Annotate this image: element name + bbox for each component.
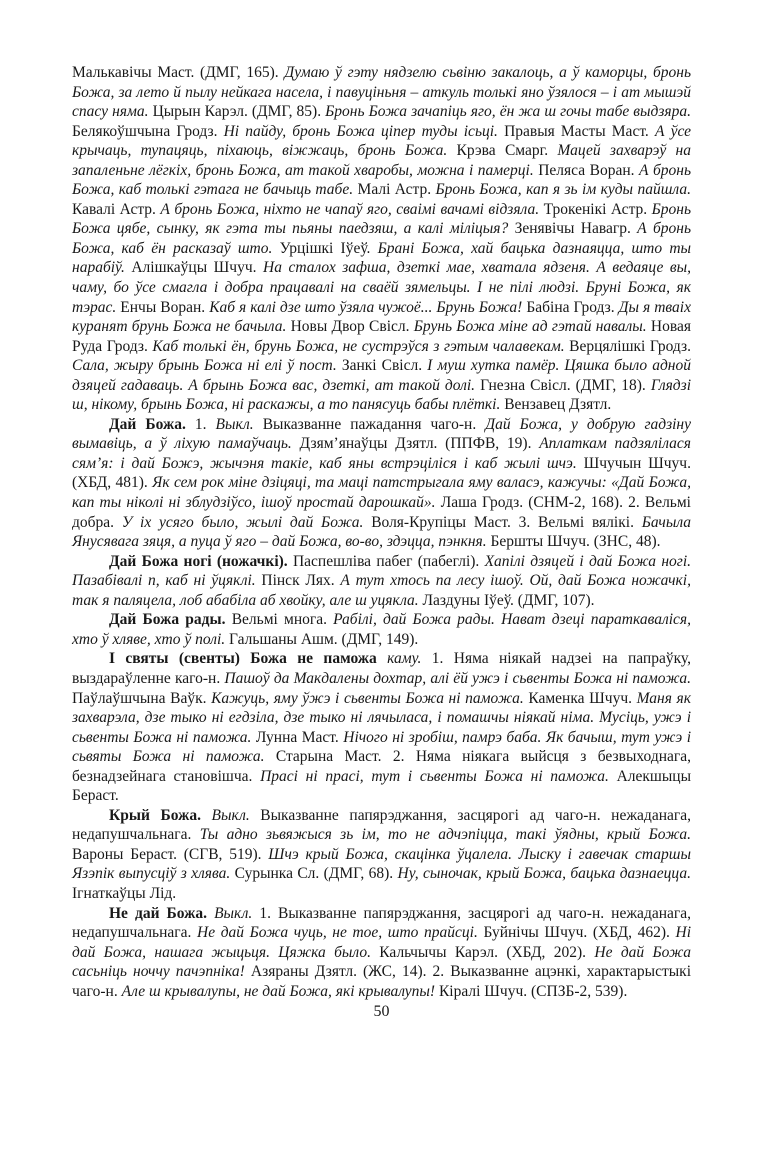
text-run: Белякоўшчына Гродз. — [72, 122, 224, 140]
text-run: Енчы Воран. — [120, 298, 210, 316]
text-run: Цырын Карэл. (ДМГ, 85). — [152, 103, 326, 121]
text-run: Новая Руда Гродз. — [72, 318, 691, 355]
text-run: Буйнічы Шчуч. (ХБД, 462). — [483, 924, 676, 942]
text-run: Ну, сыночак, крый Божа, бацька дазнаецца. — [397, 865, 691, 883]
text-run: Шчэ крый Божа, скацінка ўцалела. Лыску і гавечак старшы Язэпік выпусціў з хлява. — [72, 845, 691, 883]
text-run: Воля-Крупіцы Маст. 3. Вельмі вялікі. — [371, 513, 642, 531]
text-run: У іх усяго было, жылі дай Божа. — [121, 513, 372, 531]
text-run: А бронь Божа, каб ён расказаў што. — [72, 220, 692, 257]
text-run: Трокенікі Астр. — [543, 200, 652, 218]
text-run: Дай Божа, у добрую гадзіну вымавіць, а ў ліхую памаўчаць. — [72, 415, 692, 453]
text-run: Вароны Бераст. (СГВ, 519). — [72, 845, 269, 863]
text-run: Паспешліва пабег (пабеглі). — [292, 552, 485, 570]
text-run: Дай Божа рады. — [109, 611, 232, 629]
text-run: Бачыла Янусявага зяця, а пуца ў яго – дай Божа, во-во, здэцца, пэнкня. — [72, 513, 692, 551]
text-run: Як сем рок міне дзіцяці, та маці патстрыгала яму валасэ, кажучы: «Дай Божа, кап ты ніколі ні зблудзіўсо, ішоў простай дарошкай». — [72, 474, 692, 512]
text-run: Ды я тваіх куранят брунь Божа не бачыла. — [72, 298, 691, 336]
text-run: Аплаткам падзялілася сям’я: і дай Божэ, жычэня такіе, каб яны встрэціліся і каб жылі шчэ. — [72, 435, 692, 472]
text-run: Сурынка Сл. (ДМГ, 68). — [234, 865, 398, 883]
text-run: Зенявічы Навагр. — [514, 220, 638, 238]
text-run: Прасі ні прасі, тут і сьвенты Божа ні паможа. — [260, 767, 617, 785]
text-run: А бронь Божа, ніхто не чапаў яго, сваімі вачамі відзяла. — [160, 200, 544, 218]
paragraph — [72, 63, 691, 415]
text-run: Нічого ні зробіш, памрэ баба. Як бачыш, тут ужэ і сьвяты Божа ні паможа. — [72, 728, 691, 766]
text-run: Кавалі Астр. — [72, 200, 161, 218]
text-run: Шчучын Шчуч. (ХБД, 481). — [72, 454, 691, 492]
text-run: Не дай Божа чуць, не тое, што прайсці. — [197, 924, 484, 942]
text-run: Крэва Смарг. — [456, 142, 558, 160]
text-run: каму. — [387, 650, 432, 668]
text-run: Правыя Масты Маст. — [504, 122, 655, 140]
text-run: Брані Божа, хай бацька дазнаяцца, што ты нарабіў. — [72, 239, 692, 277]
paragraph — [72, 904, 691, 1002]
text-run: Ні дай Божа, нашага жыцьця. Цяжка было. — [72, 924, 692, 961]
text-run: Рабілі, дай Божа рады. Нават дзеці параткаваліся, хто ў хляве, хто ў полі. — [72, 611, 691, 648]
text-body — [72, 63, 691, 1001]
text-run: Ні пайду, бронь Божа ціпер туды ісьці. — [223, 122, 505, 140]
text-run: Занкі Свісл. — [341, 357, 428, 375]
text-run: Вельмі многа. — [231, 611, 334, 629]
text-run: Азяраны Дзятл. (ЖС, 14). 2. Выказванне ацэнкі, характарыстыкі чаго-н. — [72, 963, 692, 1000]
paragraph — [72, 649, 691, 805]
text-run: Бронь Божа зачапіць яго, ён жа ш гочы табе выдзяра. — [325, 103, 691, 121]
text-run: Дай Божа ногі (ножачкі). — [109, 552, 293, 570]
text-run: Мацей захварэў на запаленьне лёгкіх, бронь Божа, ат такой хваробы, можна і памерці. — [72, 142, 691, 179]
text-run: Старына Маст. 2. Няма ніякага выйсця з безвыходнага, безнадзейнага становішча. — [72, 748, 691, 785]
text-run: Новы Двор Свісл. — [290, 318, 414, 336]
text-run: Пеляса Воран. — [538, 161, 639, 179]
text-run: Не дай Божа. — [109, 904, 215, 922]
paragraph — [72, 806, 691, 904]
text-run: Але ш крывалупы, не дай Божа, які крывалупы! — [121, 982, 439, 1000]
text-run: Дзям’янаўцы Дзятл. (ППФВ, 19). — [299, 435, 540, 453]
text-run: Пашоў да Макдалены дохтар, алі ёй ужэ і сьвенты Божа ні паможа. — [224, 669, 691, 687]
text-run: Выкл. — [214, 904, 260, 922]
text-run: Брунь Божа міне ад гэтай навалы. — [413, 318, 651, 336]
text-run: Выкл. — [211, 806, 261, 824]
text-run: Кажуць, яму ўжэ і сьвенты Божа ні паможа. — [211, 689, 529, 707]
text-run: Хапілі дзяцей і дай Божа ногі. Пазабівалі п, каб ні ўцяклі. — [72, 552, 692, 590]
text-run: Думаю ў гэту нядзелю сьвіню закалоць, а ў каморцы, бронь Божа, за лето й пылу нейкага насела, і павуціньня – аткуль толькі яно ўзялося – і ат мышэй спасу няма. — [72, 64, 692, 121]
text-run: Дай Божа. — [109, 415, 195, 433]
text-run: Вензавец Дзятл. — [504, 396, 612, 414]
text-run: Каб я калі дзе што ўзяла чужоё... Брунь Божа! — [209, 298, 527, 316]
paragraph — [72, 415, 691, 552]
text-run: Кіралі Шчуч. (СПЗБ-2, 539). — [438, 982, 628, 1000]
text-run: Лаша Гродз. (СНМ-2, 168). 2. Вельмі добра. — [72, 494, 691, 531]
text-run: Бершты Шчуч. (ЗНС, 48). — [490, 533, 661, 551]
text-run: Малькавічы Маст. (ДМГ, 165). — [72, 64, 285, 81]
text-run: Кальчычы Карэл. (ХБД, 202). — [379, 943, 595, 961]
text-run: Каменка Шчуч. — [528, 689, 637, 707]
text-run: Малі Астр. — [357, 181, 436, 199]
text-run: Лунна Маст. — [255, 728, 344, 746]
page-number: 50 — [373, 1003, 390, 1021]
text-run: Каб толькі ён, брунь Божа, не сустрэўся з гэтым чалавекам. — [152, 337, 570, 355]
text-run: Алішкаўцы Шчуч. — [131, 259, 263, 277]
text-run: Бронь Божа цябе, сынку, як гэта ты пьяны паедзяш, а калі міліцыя? — [72, 200, 691, 238]
text-run: Пінск Лях. — [261, 572, 341, 590]
paragraph — [72, 610, 691, 649]
text-run: Маня як захварэла, дзе тыко ні егдзіла, дзе тыко ні лячыласа, і помашчы ніякай німа. Мусіць, ужэ і сьвенты Божа ні паможа. — [72, 689, 691, 746]
text-run: Бронь Божа, кап я зь ім куды пайшла. — [435, 181, 691, 199]
text-run: Паўлаўшчына Ваўк. — [72, 689, 212, 707]
text-run: Гнезна Свісл. (ДМГ, 18). — [480, 376, 651, 394]
text-run: Крый Божа. — [109, 806, 212, 824]
text-run: Бабіна Гродз. — [526, 298, 619, 316]
text-run: А бронь Божа, каб толькі гэтага не бачыць табе. — [72, 161, 691, 199]
text-run: Сала, жыру брынь Божа ні елі ў пост. — [72, 357, 342, 375]
text-run: А ўсе крычаць, тупацяць, піхаюць, віжжаць, бронь Божа. — [72, 122, 691, 160]
text-run: Не дай Божа сасьніць ноччу пачэпніка! — [72, 943, 691, 981]
paragraph — [72, 552, 691, 611]
text-run: 1. — [194, 415, 216, 433]
text-run: Ты адно зьвяжыся зь ім, то не адчэпіцца, такі ўядны, крый Божа. — [199, 826, 691, 844]
text-run: Урцішкі Іўеў. — [279, 239, 378, 257]
text-run: Выказванне папярэджання, засцярогі ад чаго-н. нежаданага, недапушчальнага. — [72, 806, 691, 844]
text-run: Верцялішкі Гродз. — [569, 337, 692, 355]
text-run: Ігнаткаўцы Лід. — [72, 884, 177, 902]
text-run: Алекшыцы Бераст. — [72, 767, 691, 805]
text-run: На сталох зафша, дзеткі мае, хватала ядзеня. А ведаяце вы, чаму, бо ўсе смагла і добра працавалі на сваёй зямельцы. І не пілі людзі. Бруні Божа, як тэрас. — [72, 259, 691, 316]
text-run: Глядзі ш, нікому, брынь Божа, ні раскажы, а то панясуць бабы плёткі. — [72, 376, 691, 414]
text-run: І муш хутка памёр. Цяшка было адной дзяцей гадаваць. А брынь Божа вас, дзеткі, ат такой долі. — [72, 357, 691, 394]
text-run: 1. Выказванне папярэджання, засцярогі ад чаго-н. нежаданага, недапушчальнага. — [72, 904, 691, 942]
text-run: Выказванне пажадання чаго-н. — [262, 415, 486, 433]
text-run: Лаздуны Іўеў. (ДМГ, 107). — [422, 591, 595, 609]
text-run: 1. Няма ніякай надзеі на папраўку, выздараўленне каго-н. — [72, 650, 691, 687]
text-run: І святы (свенты) Божа не паможа — [109, 650, 388, 668]
text-run: Гальшаны Ашм. (ДМГ, 149). — [229, 630, 419, 648]
text-run: А тут хтось па лесу ішоў. Ой, дай Божа ножачкі, так я паляцела, лоб абабіла аб хвойку, але ш уцякла. — [72, 572, 691, 609]
text-run: Выкл. — [215, 415, 263, 433]
